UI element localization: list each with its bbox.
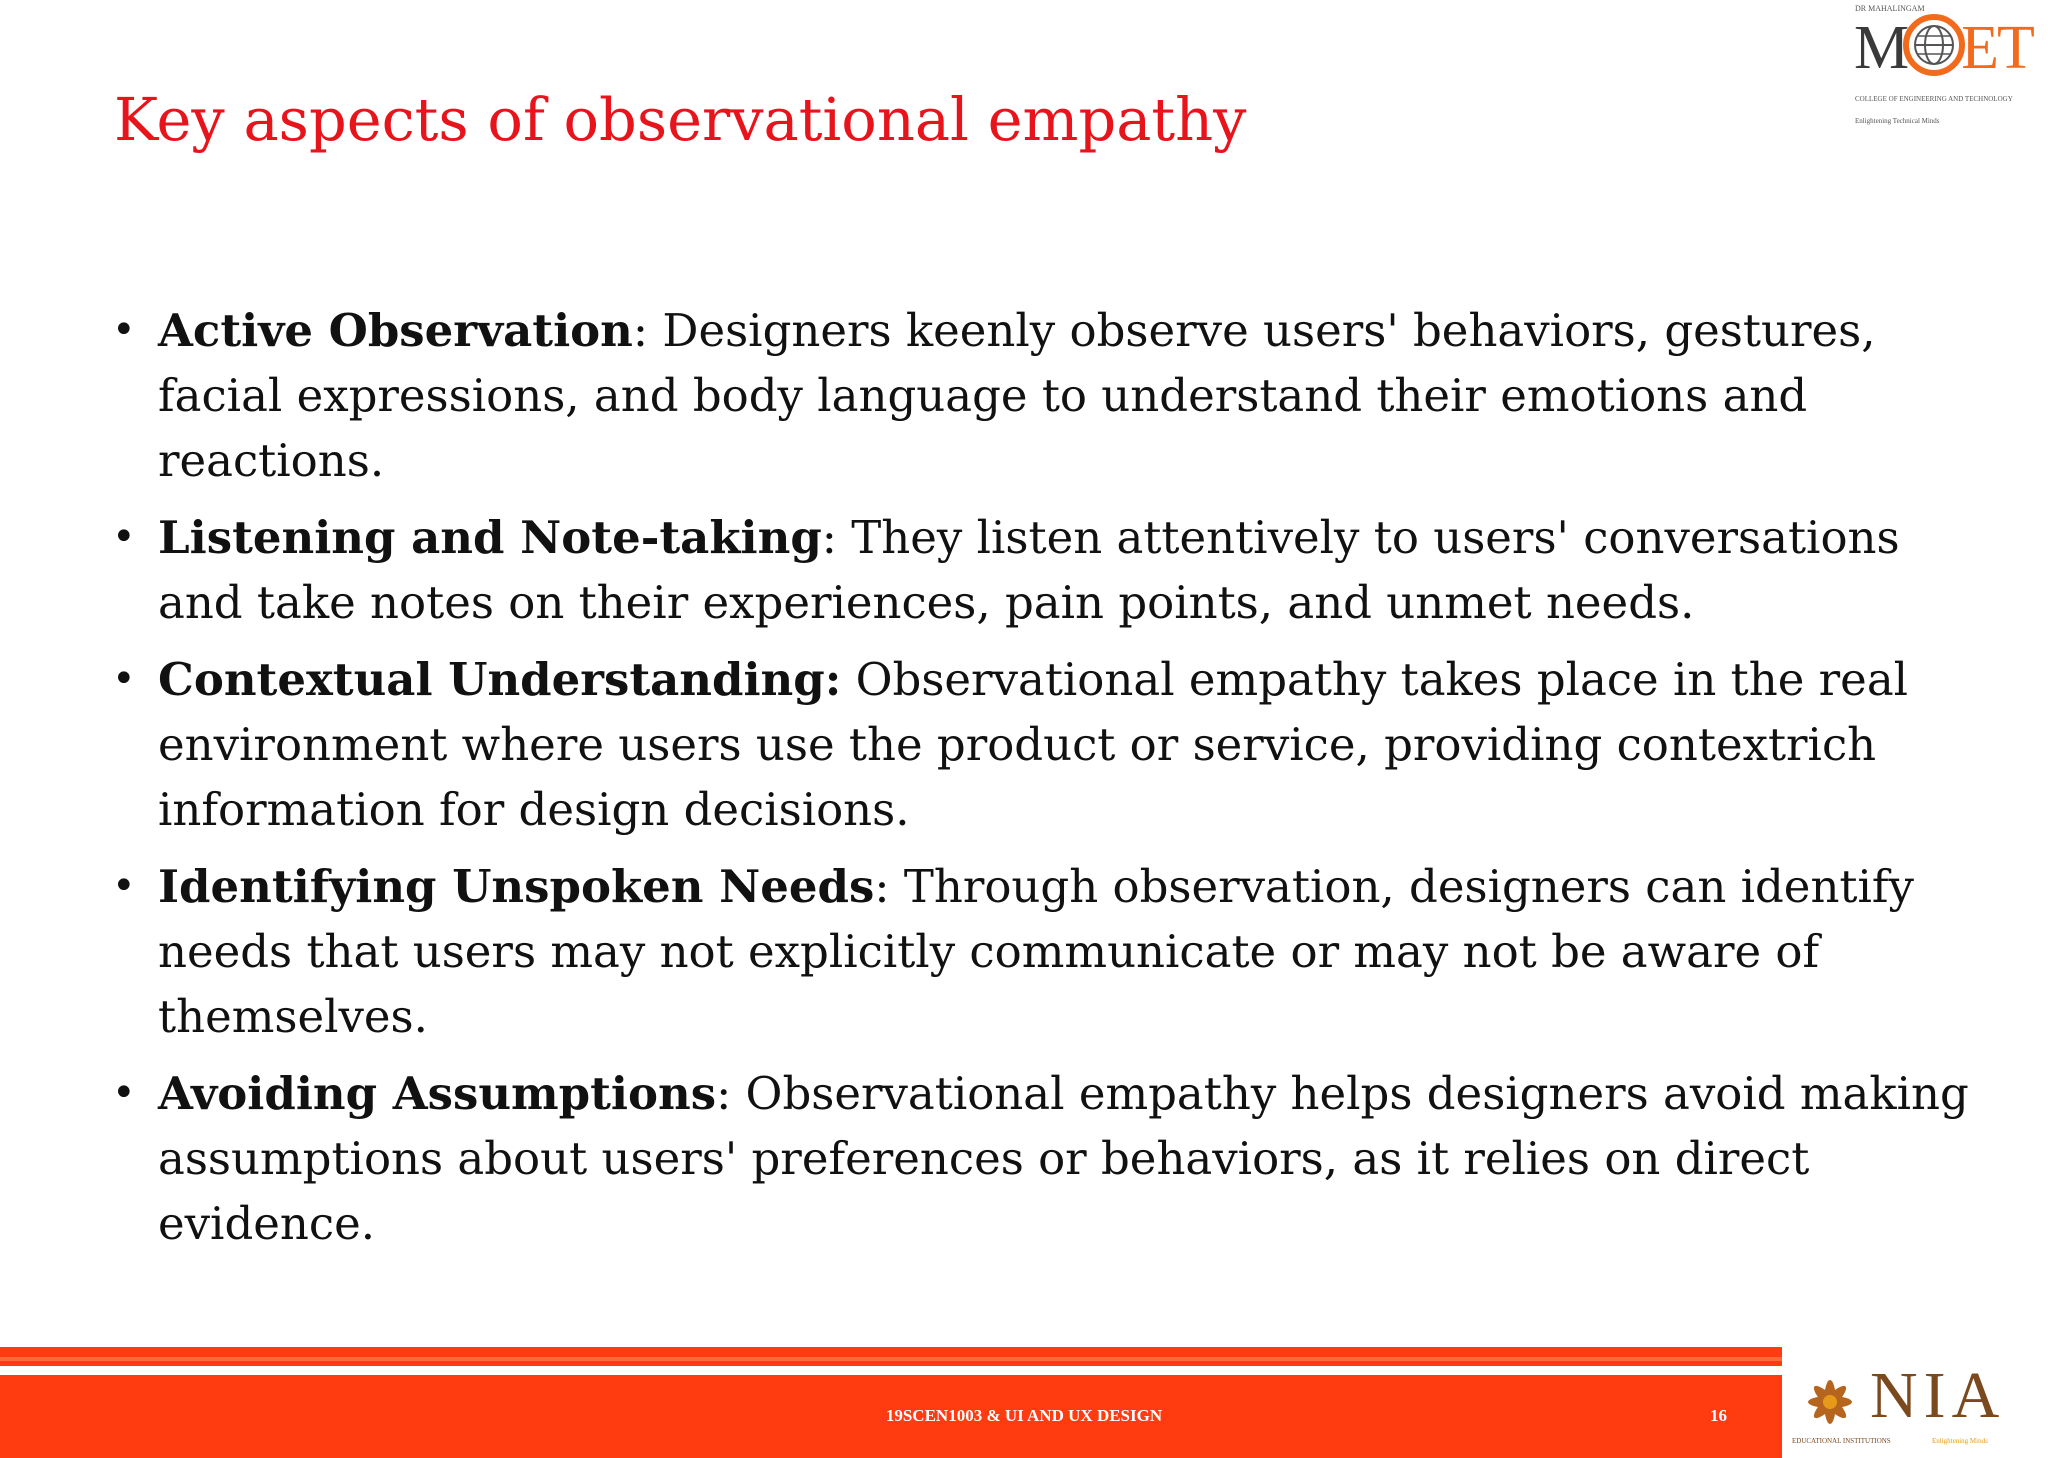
bullet-item xyxy=(110,505,1970,635)
bullet-text: : They listen attentively to users' conversations and take notes on their experiences, pain points, and unmet needs. xyxy=(158,511,1900,629)
bullet-text: : Designers keenly observe users' behaviors, gestures, facial expressions, and body language to understand their emotions and reactions. xyxy=(158,304,1876,487)
page-number: 16 xyxy=(1710,1406,1727,1425)
nia-logo-text: NIA xyxy=(1870,1359,2006,1432)
footer-divider xyxy=(0,1366,1782,1375)
footer-band xyxy=(0,1347,1782,1458)
logo-top-text: DR MAHALINGAM xyxy=(1855,4,1925,13)
bullet-dot-icon: • xyxy=(112,656,136,702)
bullet-text: Observational empathy takes place in the real environment where users use the product or service, providing contextrich information for design decisions. xyxy=(158,653,1909,836)
bullet-list xyxy=(110,298,1970,1268)
nia-logo xyxy=(1782,1347,2048,1458)
bullet-item xyxy=(110,298,1970,493)
logo-mark-left: M xyxy=(1854,14,1908,82)
bullet-term: Listening and Note-taking xyxy=(158,511,822,564)
slide-title: Key aspects of observational empathy xyxy=(114,85,1247,154)
bullet-item xyxy=(110,854,1970,1049)
logo-mark-right: ET xyxy=(1961,14,2033,82)
nia-logo-tagline: Enlightening Minds xyxy=(1932,1437,1988,1445)
bullet-term: Avoiding Assumptions xyxy=(158,1067,717,1120)
nia-logo-subtitle: EDUCATIONAL INSTITUTIONS xyxy=(1792,1437,1891,1445)
bullet-text: : Through observation, designers can identify needs that users may not explicitly communicate or may not be aware of themselves. xyxy=(158,860,1914,1043)
bullet-term: Active Observation xyxy=(158,304,633,357)
mcet-logo xyxy=(1850,0,2040,128)
logo-subtitle: COLLEGE OF ENGINEERING AND TECHNOLOGY xyxy=(1855,95,2013,103)
bullet-dot-icon: • xyxy=(112,863,136,909)
footer-course: 19SCEN1003 & UI AND UX DESIGN xyxy=(885,1406,1163,1425)
logo-mark xyxy=(1854,14,2033,87)
logo-tagline: Enlightening Technical Minds xyxy=(1855,117,1940,125)
bullet-term: Identifying Unspoken Needs xyxy=(158,860,875,913)
bullet-item xyxy=(110,647,1970,842)
lotus-icon xyxy=(1792,1369,1868,1440)
bullet-term: Contextual Understanding: xyxy=(158,653,842,706)
bullet-dot-icon: • xyxy=(112,1070,136,1116)
footer-divider xyxy=(0,1357,1782,1361)
bullet-dot-icon: • xyxy=(112,307,136,353)
bullet-dot-icon: • xyxy=(112,514,136,560)
globe-icon xyxy=(1903,14,1965,87)
bullet-item xyxy=(110,1061,1970,1256)
bullet-text: : Observational empathy helps designers avoid making assumptions about users' preferences or behaviors, as it relies on direct evidence. xyxy=(158,1067,1969,1250)
